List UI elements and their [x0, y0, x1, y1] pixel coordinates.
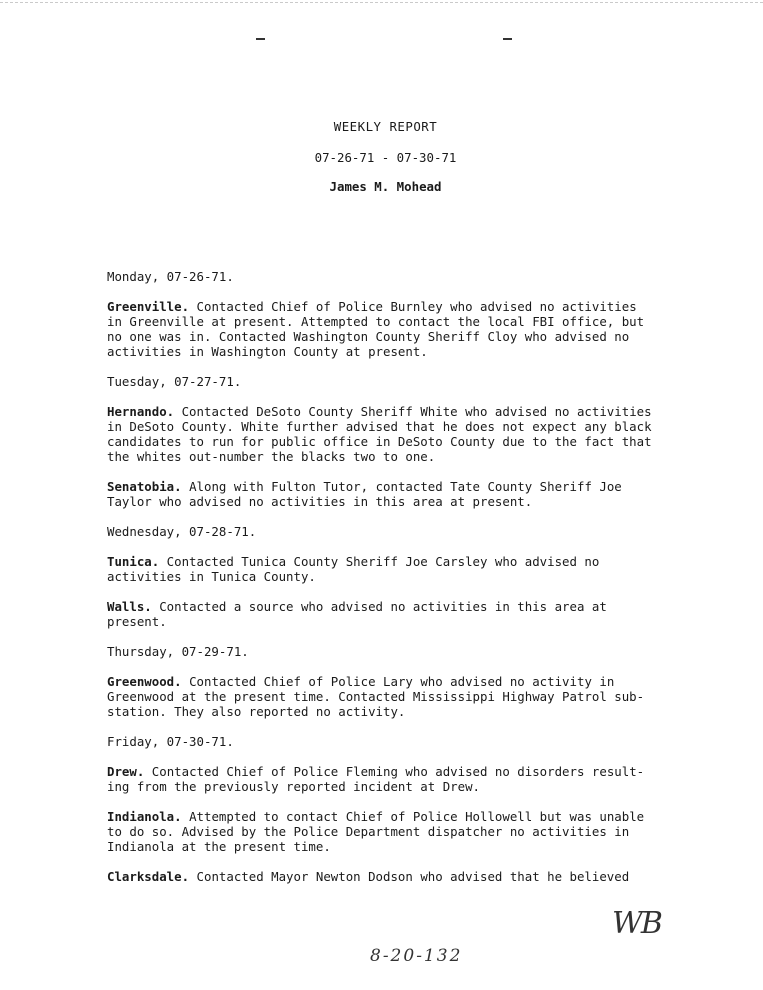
location-name: Hernando. [107, 404, 175, 419]
day-heading: Thursday, 07-29-71. [107, 644, 249, 659]
report-paragraph [107, 404, 667, 464]
report-paragraph [107, 599, 667, 629]
report-date-range: 07-26-71 - 07-30-71 [314, 150, 457, 165]
report-paragraph [107, 674, 667, 719]
scan-mark-left [256, 38, 265, 40]
report-body [107, 269, 667, 899]
paragraph-text: Contacted Tunica County Sheriff Joe Carsley who advised no activities in Tunica County. [107, 554, 600, 584]
paragraph-text: Contacted a source who advised no activities in this area at present. [107, 599, 607, 629]
report-paragraph [107, 299, 667, 359]
report-paragraph [107, 869, 667, 884]
location-name: Walls. [107, 599, 152, 614]
location-name: Greenwood. [107, 674, 182, 689]
location-name: Greenville. [107, 299, 190, 314]
location-name: Indianola. [107, 809, 182, 824]
report-paragraph [107, 809, 667, 854]
day-heading: Tuesday, 07-27-71. [107, 374, 242, 389]
scan-mark-right [503, 38, 512, 40]
handwritten-file-number: 8-20-132 [370, 946, 463, 966]
report-paragraph [107, 479, 667, 509]
day-heading: Friday, 07-30-71. [107, 734, 234, 749]
report-title: WEEKLY REPORT [333, 119, 438, 134]
handwritten-initials: WB [612, 906, 661, 941]
paragraph-text: Contacted Chief of Police Fleming who advised no disorders result- ing from the previously reported incident at Drew. [107, 764, 645, 794]
paragraph-text: Contacted Chief of Police Burnley who advised no activities in Greenville at present. Attempted to contact the local FBI office, but no one was in. Contacted Washington County Sheriff Cloy who advised no activities in Washington County at present. [107, 299, 645, 359]
location-name: Senatobia. [107, 479, 182, 494]
day-heading: Monday, 07-26-71. [107, 269, 234, 284]
location-name: Clarksdale. [107, 869, 190, 884]
report-author: James M. Mohead [329, 179, 442, 194]
location-name: Drew. [107, 764, 145, 779]
paragraph-text: Contacted DeSoto County Sheriff White who advised no activities in DeSoto County. White further advised that he does not expect any black candidates to run for public office in DeSoto County due to the fact that the whites out-number the blacks two to one. [107, 404, 652, 464]
report-paragraph [107, 554, 667, 584]
scan-edge-artifact [0, 2, 763, 6]
report-paragraph [107, 764, 667, 794]
paragraph-text: Contacted Mayor Newton Dodson who advised that he believed [189, 869, 630, 884]
paragraph-text: Along with Fulton Tutor, contacted Tate County Sheriff Joe Taylor who advised no activities in this area at present. [107, 479, 622, 509]
location-name: Tunica. [107, 554, 160, 569]
paragraph-text: Contacted Chief of Police Lary who advised no activity in Greenwood at the present time. Contacted Mississippi Highway Patrol sub- station. They also reported no activity. [107, 674, 645, 719]
day-heading: Wednesday, 07-28-71. [107, 524, 257, 539]
paragraph-text: Attempted to contact Chief of Police Hollowell but was unable to do so. Advised by the Police Department dispatcher no activities in Indianola at the present time. [107, 809, 645, 854]
